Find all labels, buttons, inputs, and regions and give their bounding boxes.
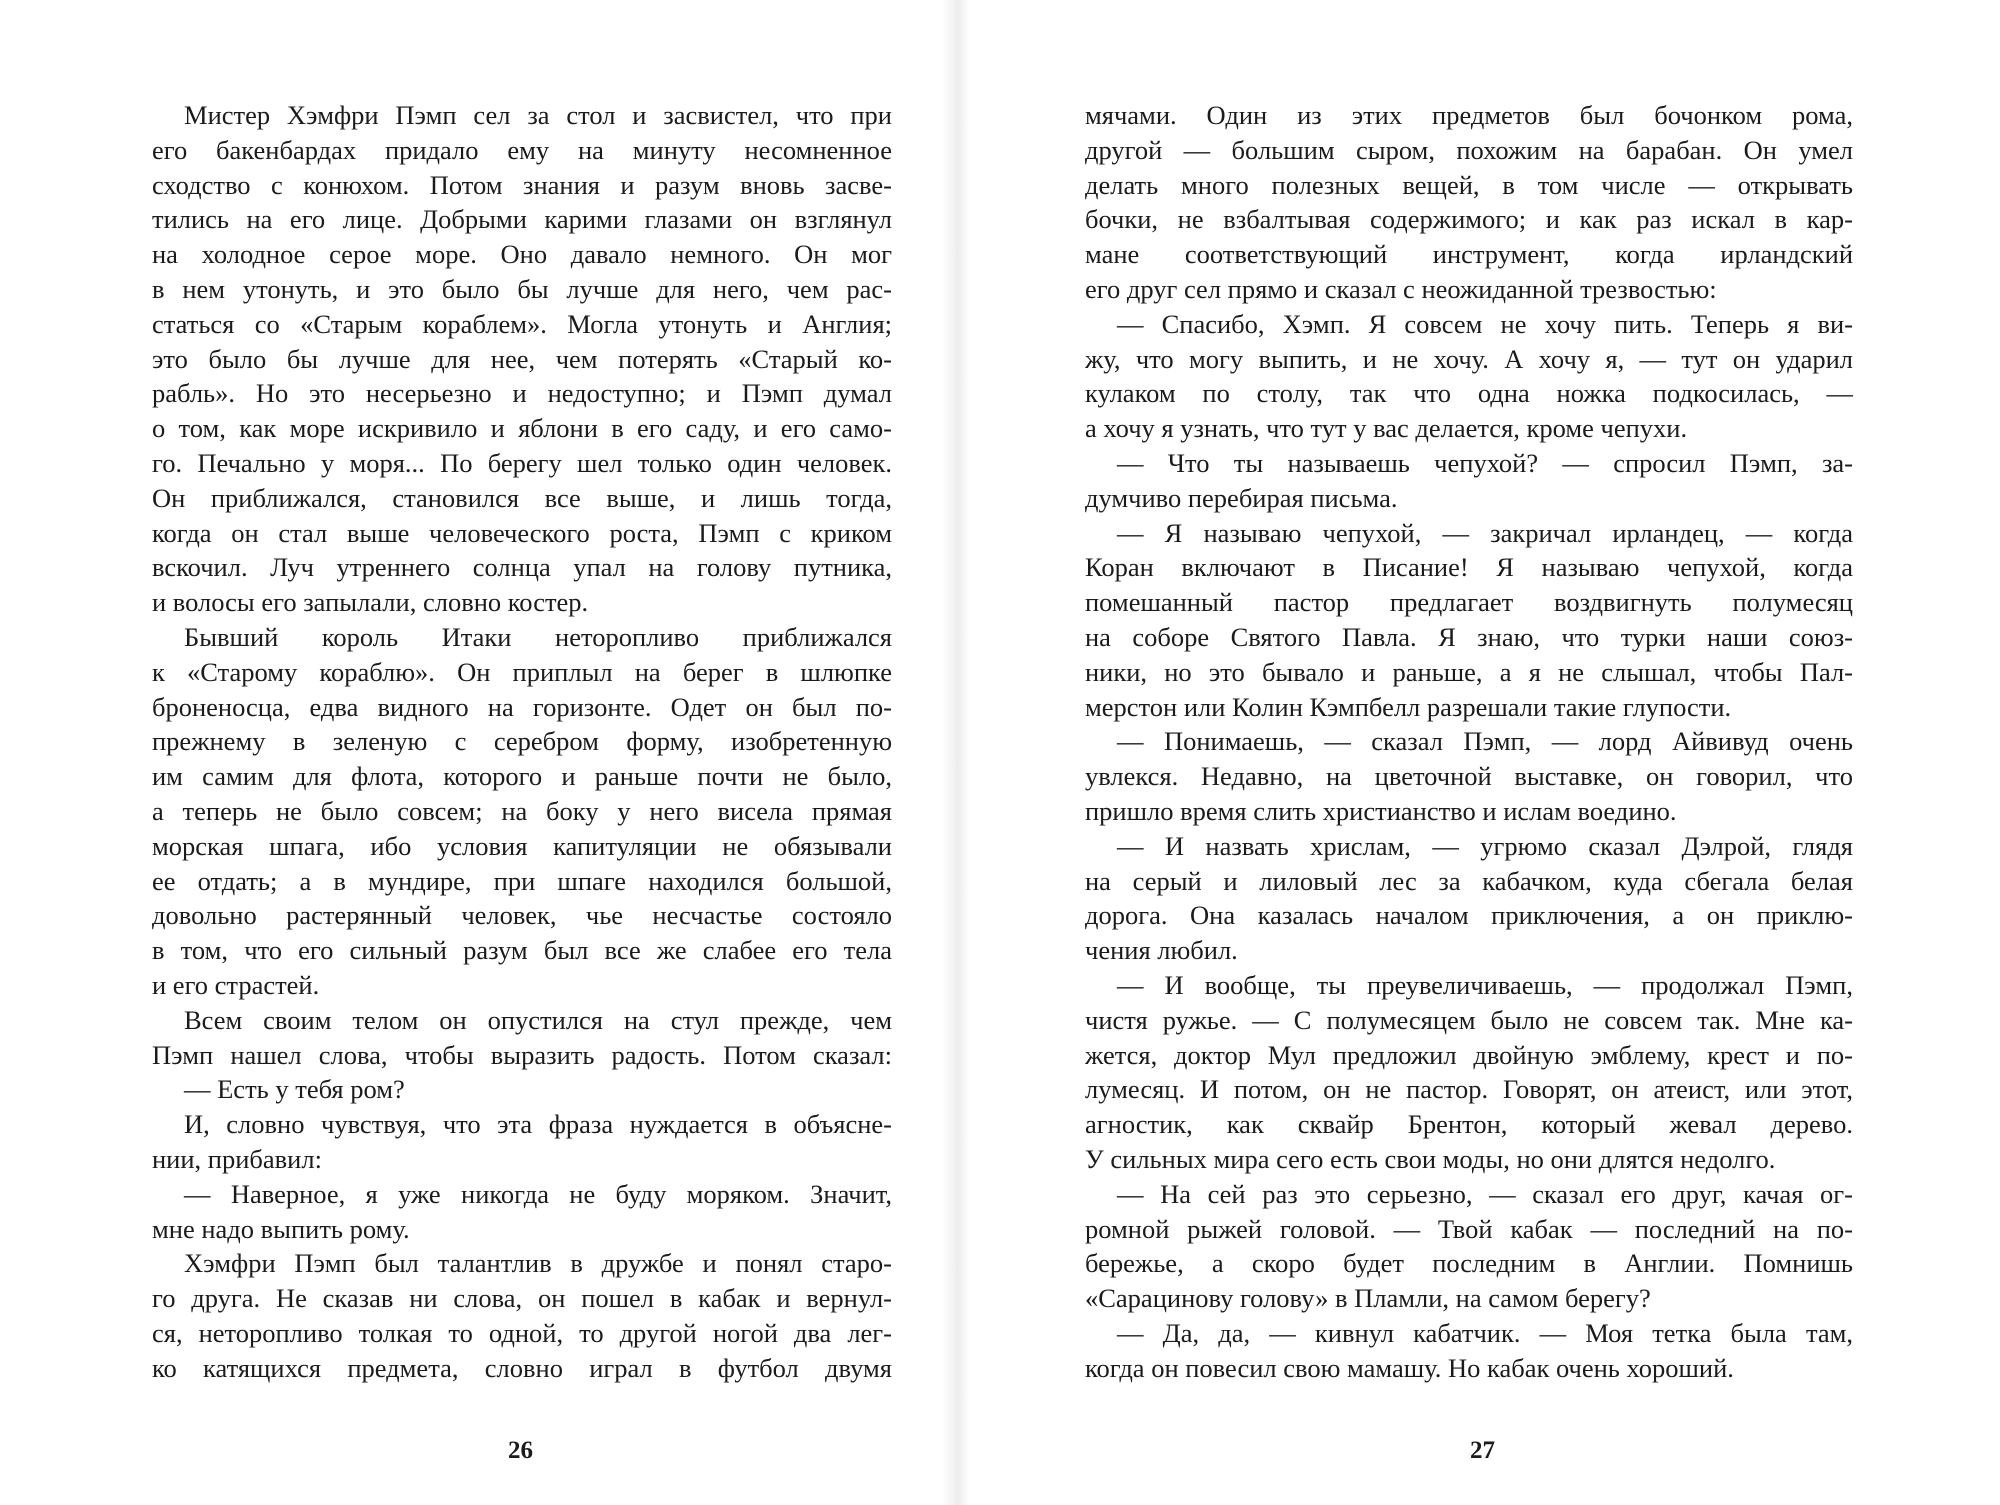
text-line: — Да, да, — кивнул кабатчик. — Моя тетка была там, <box>1117 1317 1853 1348</box>
text-line: броненосца, едва видного на горизонте. Одет он был по- <box>152 691 892 722</box>
text-line: и его страстей. <box>152 969 320 1000</box>
text-line: — Что ты называешь чепухой? — спросил Пэмп, за- <box>1117 447 1853 478</box>
text-line: ромной рыжей головой. — Твой кабак — последний на по- <box>1085 1213 1853 1244</box>
text-line: в том, что его сильный разум был все же слабее его тела <box>152 935 892 966</box>
text-line: его друг сел прямо и сказал с неожиданной трезвостью: <box>1085 273 1717 304</box>
text-line: мячами. Один из этих предметов был бочонком рома, <box>1085 100 1853 130</box>
text-line: — Я называю чепухой, — закричал ирландец, — когда <box>1117 517 1853 548</box>
text-line: чения любил. <box>1085 935 1238 966</box>
text-line: лумесяц. И потом, он не пастор. Говорят, он атеист, или этот, <box>1085 1074 1853 1105</box>
text-line: И, словно чувствуя, что эта фраза нуждается в объяснe- <box>184 1109 892 1140</box>
text-line: — Есть у тебя ром? <box>184 1074 405 1105</box>
left-page-text <box>152 98 892 1498</box>
text-line: думчиво перебирая письма. <box>1085 482 1398 513</box>
text-line: им самим для флота, которого и раньше почти не было, <box>152 761 892 792</box>
text-line: довольно растерянный человек, чье несчастье состояло <box>152 900 892 931</box>
page-number-right: 27 <box>1470 1437 1495 1464</box>
text-line: сходство с конюхом. Потом знания и разум вновь засве- <box>152 169 892 200</box>
text-line: в нем утонуть, и это было бы лучше для него, чем рас- <box>152 273 892 304</box>
text-line: мане соответствующий инструмент, когда ирландский <box>1085 239 1853 270</box>
text-line: — Наверное, я уже никогда не буду моряком. Значит, <box>184 1178 892 1209</box>
text-line: ко катящихся предмета, словно играл в футбол двумя <box>152 1352 892 1383</box>
text-line: а хочу я узнать, что тут у вас делается, кроме чепухи. <box>1085 413 1688 444</box>
text-line: когда он стал выше человеческого роста, Пэмп с криком <box>152 517 892 548</box>
text-line: — И вообще, ты преувеличиваешь, — продолжал Пэмп, <box>1117 969 1853 1000</box>
text-line: о том, как море искривило и яблони в его саду, и его само- <box>152 413 892 444</box>
text-line: пришло время слить христианство и ислам воедино. <box>1085 795 1677 826</box>
text-line: кулаком по столу, так что одна ножка подкосилась, — <box>1085 378 1853 409</box>
text-line: чистя ружье. — С полумесяцем было не совсем так. Мне ка- <box>1085 1004 1853 1035</box>
text-line: бочки, не взбалтывая содержимого; и как раз искал в кар- <box>1085 204 1853 235</box>
text-line: это было бы лучше для нее, чем потерять «Старый ко- <box>152 343 892 374</box>
text-line: Мистер Хэмфри Пэмп сел за стол и засвистел, что при <box>184 100 892 130</box>
text-line: жу, что могу выпить, и не хочу. А хочу я, — тут он ударил <box>1085 343 1853 374</box>
text-line: статься со «Старым кораблем». Могла утонуть и Англия; <box>152 308 892 339</box>
text-line: другой — большим сыром, похожим на барабан. Он умел <box>1085 134 1853 165</box>
right-page-text <box>1085 98 1853 1498</box>
text-line: Коран включают в Писание! Я называю чепухой, когда <box>1085 552 1853 583</box>
text-line: — Понимаешь, — сказал Пэмп, — лорд Айвивуд очень <box>1117 726 1853 757</box>
text-line: го друга. Не сказав ни слова, он пошел в кабак и вернул- <box>152 1283 892 1314</box>
text-line: делать много полезных вещей, в том числе — открывать <box>1085 169 1853 200</box>
text-line: У сильных мира сего есть свои моды, но они длятся недолго. <box>1085 1143 1776 1174</box>
text-line: Пэмп нашел слова, чтобы выразить радость. Потом сказал: <box>152 1039 892 1070</box>
text-line: ся, неторопливо толкая то одной, то другой ногой два лег- <box>152 1317 892 1348</box>
text-line: его бакенбардах придало ему на минуту несомненное <box>152 134 892 165</box>
text-line: прежнему в зеленую с серебром форму, изобретенную <box>152 726 892 757</box>
text-line: го. Печально у моря... По берегу шел только один человек. <box>152 447 892 478</box>
text-line: к «Старому кораблю». Он приплыл на берег в шлюпке <box>152 656 892 687</box>
text-line: и волосы его запылали, словно костер. <box>152 587 589 618</box>
text-line: «Сарацинову голову» в Пламли, на самом берегу? <box>1085 1283 1651 1314</box>
page-number-left: 26 <box>508 1437 533 1464</box>
text-line: тились на его лице. Добрыми карими глазами он взглянул <box>152 204 892 235</box>
text-line: — И назвать хрислам, — угрюмо сказал Дэлрой, глядя <box>1117 830 1853 861</box>
text-line: когда он повесил свою мамашу. Но кабак очень хороший. <box>1085 1352 1734 1383</box>
text-line: вскочил. Луч утреннего солнца упал на голову путника, <box>152 552 892 583</box>
text-line: а теперь не было совсем; на боку у него висела прямая <box>152 795 892 826</box>
text-line: Бывший король Итаки неторопливо приближался <box>184 621 892 652</box>
text-line: ники, но это бывало и раньше, а я не слышал, чтобы Пал- <box>1085 656 1853 687</box>
text-line: агностик, как сквайр Брентон, который жевал дерево. <box>1085 1109 1853 1140</box>
text-line: помешанный пастор предлагает воздвигнуть полумесяц <box>1085 587 1853 618</box>
text-line: увлекся. Недавно, на цветочной выставке, он говорил, что <box>1085 761 1853 792</box>
text-line: дорога. Она казалась началом приключения, а он приклю- <box>1085 900 1853 931</box>
text-line: рабль». Но это несерьезно и недоступно; и Пэмп думал <box>152 378 892 409</box>
text-line: жется, доктор Мул предложил двойную эмблему, крест и по- <box>1085 1039 1853 1070</box>
text-line: Он приближался, становился все выше, и лишь тогда, <box>152 482 892 513</box>
text-line: мне надо выпить рому. <box>152 1213 410 1244</box>
text-line: морская шпага, ибо условия капитуляции не обязывали <box>152 830 892 861</box>
text-line: ее отдать; а в мундире, при шпаге находился большой, <box>152 865 892 896</box>
text-line: на соборе Святого Павла. Я знаю, что турки наши союз- <box>1085 621 1853 652</box>
text-line: на холодное серое море. Оно давало немного. Он мог <box>152 239 892 270</box>
text-line: на серый и лиловый лес за кабачком, куда сбегала белая <box>1085 865 1853 896</box>
text-line: бережье, а скоро будет последним в Англии. Помнишь <box>1085 1248 1853 1279</box>
text-line: — Спасибо, Хэмп. Я совсем не хочу пить. Теперь я ви- <box>1117 308 1853 339</box>
text-line: Всем своим телом он опустился на стул прежде, чем <box>184 1004 892 1035</box>
text-line: мерстон или Колин Кэмпбелл разрешали такие глупости. <box>1085 691 1732 722</box>
text-line: — На сей раз это серьезно, — сказал его друг, качая ог- <box>1117 1178 1853 1209</box>
text-line: нии, прибавил: <box>152 1143 322 1174</box>
book-gutter <box>942 0 970 1505</box>
text-line: Хэмфри Пэмп был талантлив в дружбе и понял старо- <box>184 1248 892 1279</box>
